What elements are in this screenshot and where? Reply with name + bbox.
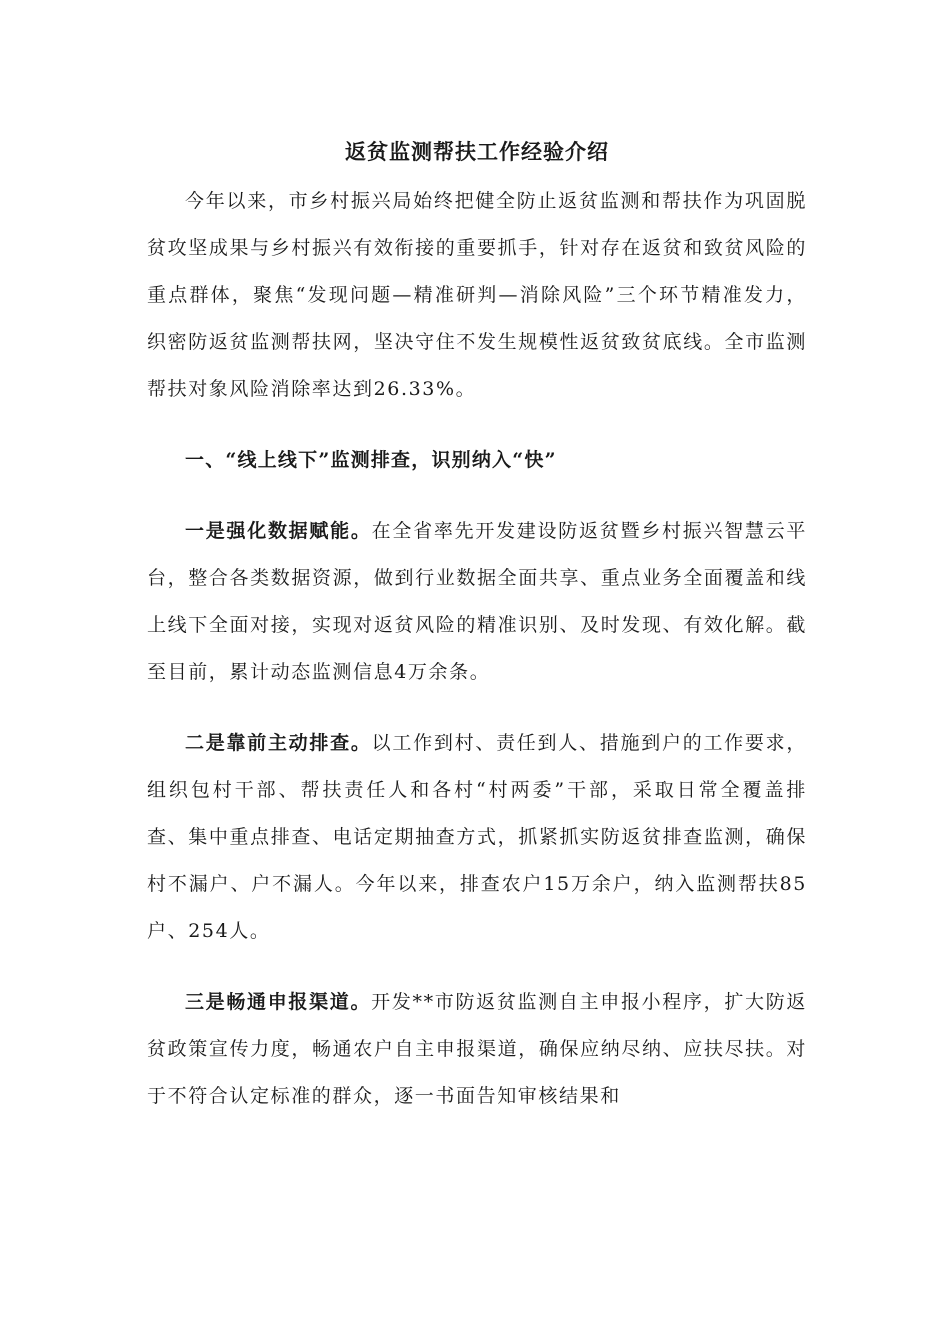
- item-lead-3: 三是畅通申报渠道。: [185, 991, 372, 1013]
- item-lead-1: 一是强化数据赋能。: [185, 520, 372, 542]
- item-paragraph-2: [147, 720, 807, 955]
- item-paragraph-1: [147, 508, 807, 696]
- intro-paragraph: 今年以来，市乡村振兴局始终把健全防止返贫监测和帮扶作为巩固脱贫攻坚成果与乡村振兴有效衔接的重要抓手，针对存在返贫和致贫风险的重点群体，聚焦“发现问题—精准研判—消除风险”三个环节精准发力，织密防返贫监测帮扶网，坚决守住不发生规模性返贫致贫底线。全市监测帮扶对象风险消除率达到26.33%。: [147, 190, 807, 400]
- section-heading-1: 一、“线上线下”监测排查，识别纳入“快”: [185, 449, 557, 471]
- item-body-3: 开发**市防返贫监测自主申报小程序，扩大防返贫政策宣传力度，畅通农户自主申报渠道，确保应纳尽纳、应扶尽扶。对于不符合认定标准的群众，逐一书面告知审核结果和: [147, 991, 808, 1107]
- document-page: [147, 130, 807, 1120]
- document-title: 返贫监测帮扶工作经验介绍: [345, 139, 609, 164]
- item-lead-2: 二是靠前主动排查。: [185, 732, 372, 754]
- item-body-2: 以工作到村、责任到人、措施到户的工作要求，组织包村干部、帮扶责任人和各村“村两委”干部，采取日常全覆盖排查、集中重点排查、电话定期抽查方式，抓紧抓实防返贫排查监测，确保村不漏户、户不漏人。今年以来，排查农户15万余户，纳入监测帮扶85户、254人。: [147, 732, 807, 942]
- item-body-1: 在全省率先开发建设防返贫暨乡村振兴智慧云平台，整合各类数据资源，做到行业数据全面共享、重点业务全面覆盖和线上线下全面对接，实现对返贫风险的精准识别、及时发现、有效化解。截至目前，累计动态监测信息4万余条。: [147, 520, 807, 683]
- item-paragraph-3: [147, 979, 807, 1120]
